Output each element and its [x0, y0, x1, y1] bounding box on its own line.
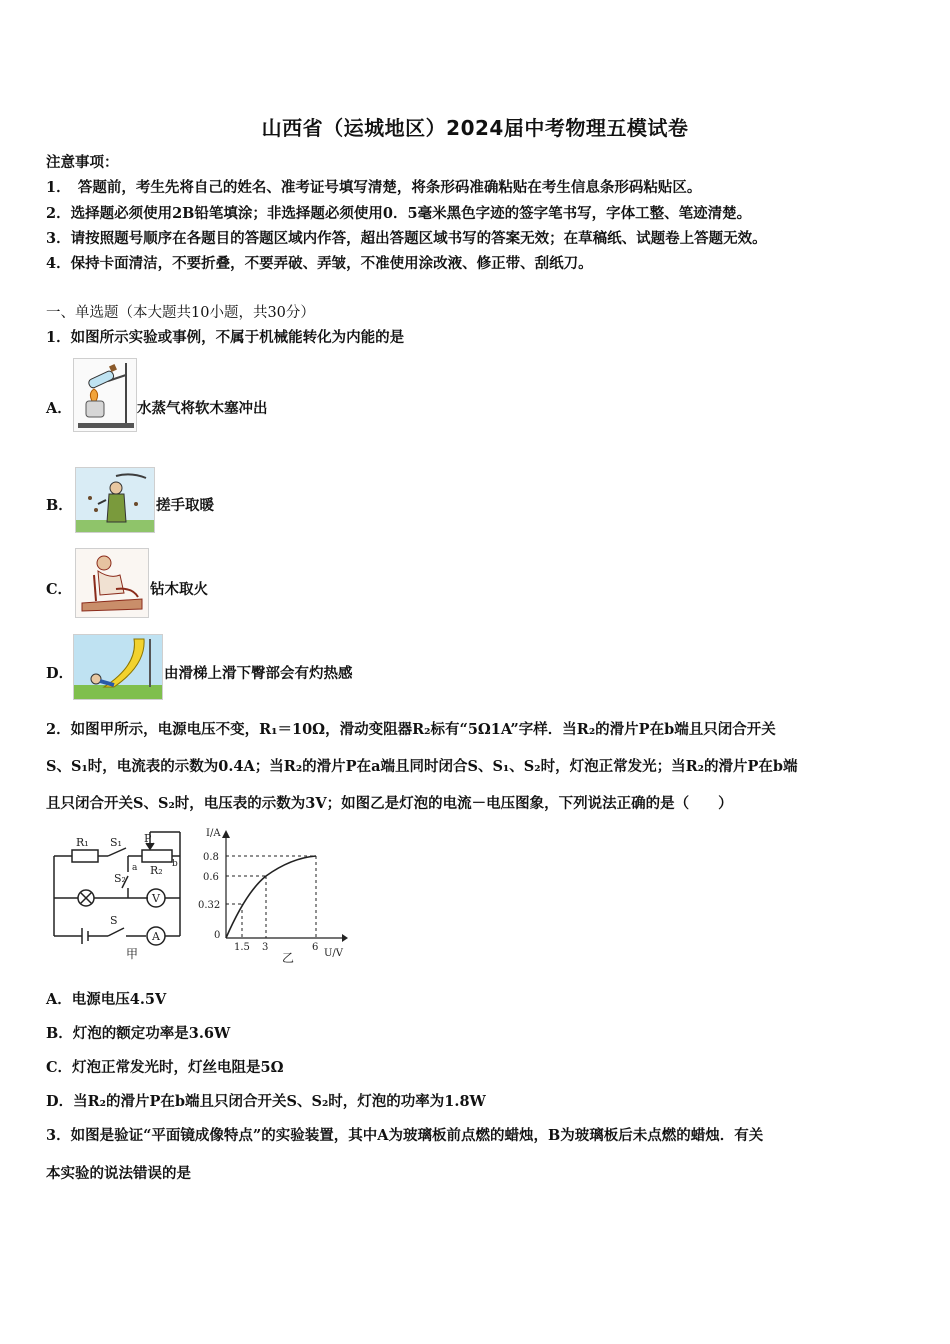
ammeter-label: A [152, 930, 160, 943]
test-tube-illustration [73, 358, 137, 432]
label-r1: R₁ [76, 836, 89, 849]
q2-stem-line-2: S、S₁时，电流表的示数为0.4A；当R₂的滑片P在a端且同时闭合S、S₁、S₂时，灯泡正常发光；当R₂的滑片P在b端 [46, 758, 798, 775]
q1-stem: 1．如图所示实验或事例，不属于机械能转化为内能的是 [46, 329, 405, 346]
drilling-wood-illustration [75, 548, 149, 618]
switch-s [108, 928, 124, 936]
q1-option-d-text: 由滑梯上滑下臀部会有灼热感 [164, 665, 353, 682]
q1-option-c-label: C． [46, 581, 73, 598]
circuit-caption: 甲 [126, 947, 139, 961]
q1-option-a-label: A． [46, 400, 72, 417]
rheostat-r2 [142, 850, 172, 862]
q2-stem-line-3: 且只闭合开关S、S₂时，电压表的示数为3V；如图乙是灯泡的电流－电压图象，下列说法正确的是（ ） [46, 795, 733, 812]
y-tick-0.32: 0.32 [198, 900, 221, 911]
y-axis-label: I/A [206, 828, 221, 839]
label-b: b [172, 859, 178, 869]
resistor-r1 [72, 850, 98, 862]
label-a: a [132, 863, 138, 873]
q1-option-c-text: 钻木取火 [150, 581, 208, 598]
y-tick-0.8: 0.8 [203, 852, 219, 863]
iu-curve [226, 856, 316, 938]
notice-item-2: 2．选择题必须使用2B铅笔填涂；非选择题必须使用0．5毫米黑色字迹的签字笔书写，字体工整、笔迹清楚。 [46, 205, 752, 222]
q1-option-a-text: 水蒸气将软木塞冲出 [137, 400, 268, 417]
iu-graph [198, 828, 348, 965]
notice-item-4: 4．保持卡面清洁，不要折叠，不要弄破、弄皱，不准使用涂改液、修正带、刮纸刀。 [46, 255, 593, 272]
x-tick-3: 3 [262, 942, 269, 953]
rubbing-hands-illustration [75, 467, 155, 533]
origin-label: 0 [214, 930, 221, 941]
notice-heading: 注意事项： [46, 154, 119, 171]
q1-option-b-text: 搓手取暖 [156, 497, 214, 514]
switch-s1 [108, 848, 126, 856]
y-tick-0.6: 0.6 [203, 872, 219, 883]
slide-illustration [73, 634, 163, 700]
q1-option-d-label: D． [46, 665, 74, 682]
q2-figure [46, 826, 356, 966]
label-r2: R₂ [150, 864, 163, 877]
x-tick-1.5: 1.5 [234, 942, 250, 953]
q2-stem-line-1: 2．如图甲所示，电源电压不变，R₁＝10Ω，滑动变阻器R₂标有“5Ω1A”字样．当R₂的滑片P在b端且只闭合开关 [46, 721, 776, 738]
notice-item-3: 3．请按照题号顺序在各题目的答题区域内作答，超出答题区域书写的答案无效；在草稿纸、试题卷上答题无效。 [46, 230, 767, 247]
label-s1: S₁ [110, 836, 122, 849]
graph-caption: 乙 [282, 951, 295, 965]
voltmeter-label: V [152, 892, 160, 905]
q3-stem-line-1: 3．如图是验证“平面镜成像特点”的实验装置，其中A为玻璃板前点燃的蜡烛，B为玻璃板后未点燃的蜡烛．有关 [46, 1127, 764, 1144]
page-title: 山西省（运城地区）2024届中考物理五模试卷 [261, 116, 689, 140]
x-tick-6: 6 [312, 942, 319, 953]
section-heading: 一、单选题（本大题共10小题，共30分） [46, 305, 315, 321]
label-p: P [144, 832, 152, 845]
q2-option-c: C．灯泡正常发光时，灯丝电阻是5Ω [46, 1059, 284, 1076]
q2-option-d: D．当R₂的滑片P在b端且只闭合开关S、S₂时，灯泡的功率为1.8W [46, 1093, 486, 1110]
x-axis-label: U/V [324, 948, 344, 959]
q2-option-a: A．电源电压4.5V [46, 991, 167, 1008]
notice-item-1: 1． 答题前，考生先将自己的姓名、准考证号填写清楚，将条形码准确粘贴在考生信息条形码粘贴区。 [46, 179, 702, 196]
label-s: S [110, 914, 118, 927]
label-s2: S₂ [114, 872, 126, 885]
q2-option-b: B．灯泡的额定功率是3.6W [46, 1025, 231, 1042]
q1-option-b-label: B． [46, 497, 73, 514]
q3-stem-line-2: 本实验的说法错误的是 [46, 1165, 191, 1182]
